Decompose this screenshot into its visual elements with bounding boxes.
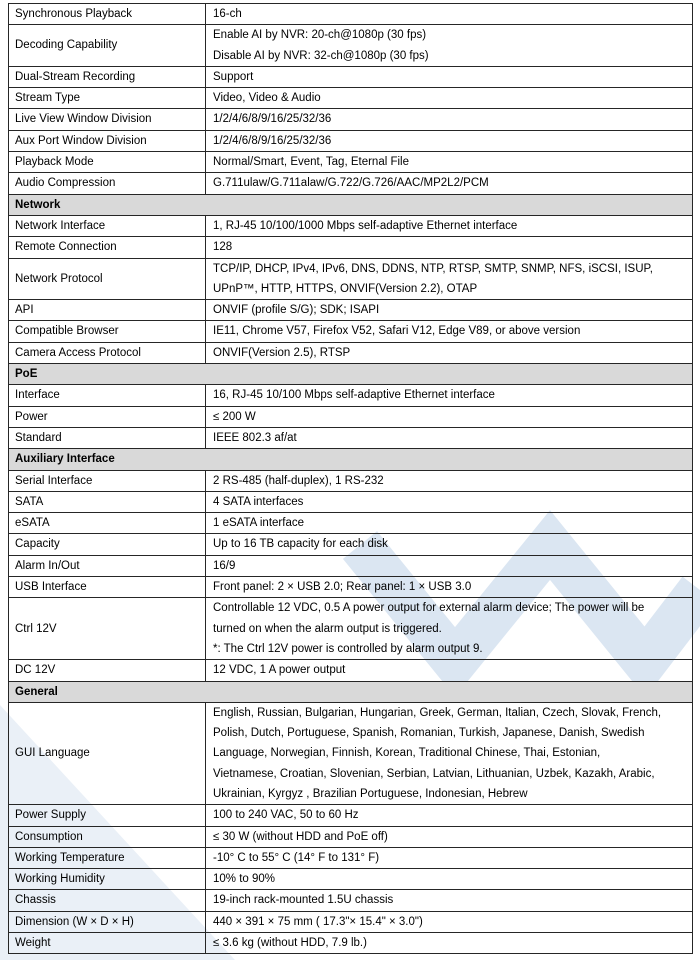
section-title: General xyxy=(15,685,58,698)
spec-value-line: 1/2/4/6/8/9/16/25/32/36 xyxy=(213,134,332,147)
spec-label-cell: Alarm In/Out xyxy=(9,556,206,576)
spec-row xyxy=(9,88,692,109)
spec-label-cell: Weight xyxy=(9,933,206,953)
spec-value-line: Ukrainian, Kyrgyz , Brazilian Portuguese, Indonesian, Hebrew xyxy=(213,787,528,800)
spec-row xyxy=(9,321,692,342)
spec-label-cell: Interface xyxy=(9,385,206,405)
spec-label-cell: API xyxy=(9,300,206,320)
spec-label-cell: Network Interface xyxy=(9,216,206,236)
spec-row xyxy=(9,848,692,869)
spec-row xyxy=(9,109,692,130)
section-title: Network xyxy=(15,198,61,211)
spec-value-line: 440 × 391 × 75 mm ( 17.3"× 15.4" × 3.0") xyxy=(213,915,423,928)
spec-row xyxy=(9,173,692,194)
spec-value-cell xyxy=(206,67,692,87)
spec-value-cell xyxy=(206,343,692,363)
spec-value-line: 12 VDC, 1 A power output xyxy=(213,664,346,677)
section-title: PoE xyxy=(15,368,38,381)
section-header-row xyxy=(9,682,692,703)
spec-label-cell: Decoding Capability xyxy=(9,25,206,66)
spec-row xyxy=(9,216,692,237)
spec-row xyxy=(9,827,692,848)
spec-value-line: ≤ 200 W xyxy=(213,410,256,423)
spec-value-cell xyxy=(206,88,692,108)
spec-value-cell xyxy=(206,827,692,847)
spec-value-cell xyxy=(206,25,692,66)
spec-label-cell: Working Temperature xyxy=(9,848,206,868)
spec-value-line: 4 SATA interfaces xyxy=(213,495,304,508)
spec-value-cell xyxy=(206,848,692,868)
spec-row xyxy=(9,428,692,449)
spec-label-cell: Audio Compression xyxy=(9,173,206,193)
spec-value-cell xyxy=(206,300,692,320)
spec-value-line: IE11, Chrome V57, Firefox V52, Safari V12, Edge V89, or above version xyxy=(213,325,581,338)
spec-row xyxy=(9,385,692,406)
spec-value-line: Normal/Smart, Event, Tag, Eternal File xyxy=(213,156,409,169)
spec-value-cell xyxy=(206,259,692,300)
spec-row xyxy=(9,152,692,173)
section-header-row xyxy=(9,449,692,470)
spec-value-line: 1/2/4/6/8/9/16/25/32/36 xyxy=(213,113,332,126)
spec-value-line: Up to 16 TB capacity for each disk xyxy=(213,538,388,551)
spec-row xyxy=(9,343,692,364)
spec-value-line: UPnP™, HTTP, HTTPS, ONVIF(Version 2.2), OTAP xyxy=(213,282,478,295)
spec-value-cell xyxy=(206,428,692,448)
spec-row xyxy=(9,933,692,953)
spec-value-line: 1 eSATA interface xyxy=(213,517,304,530)
spec-value-cell xyxy=(206,598,692,659)
spec-value-cell xyxy=(206,471,692,491)
spec-value-cell xyxy=(206,131,692,151)
spec-label-cell: USB Interface xyxy=(9,577,206,597)
spec-value-line: G.711ulaw/G.711alaw/G.722/G.726/AAC/MP2L2/PCM xyxy=(213,177,489,190)
spec-value-line: IEEE 802.3 af/at xyxy=(213,431,297,444)
spec-value-cell xyxy=(206,407,692,427)
spec-label-cell: eSATA xyxy=(9,513,206,533)
spec-label-cell: Dimension (W × D × H) xyxy=(9,912,206,932)
spec-label-cell: Standard xyxy=(9,428,206,448)
spec-label-cell: Power xyxy=(9,407,206,427)
spec-value-cell xyxy=(206,321,692,341)
section-title: Auxiliary Interface xyxy=(15,453,115,466)
spec-value-cell xyxy=(206,109,692,129)
spec-row xyxy=(9,660,692,681)
spec-row xyxy=(9,131,692,152)
spec-row xyxy=(9,556,692,577)
spec-value-line: English, Russian, Bulgarian, Hungarian, Greek, German, Italian, Czech, Slovak, French, xyxy=(213,706,662,719)
spec-value-line: turned on when the alarm output is triggered. xyxy=(213,622,442,635)
spec-value-line: ONVIF(Version 2.5), RTSP xyxy=(213,346,351,359)
spec-row xyxy=(9,407,692,428)
spec-value-line: 128 xyxy=(213,241,233,254)
spec-label-cell: SATA xyxy=(9,492,206,512)
spec-value-line: 10% to 90% xyxy=(213,873,276,886)
spec-label-cell: Camera Access Protocol xyxy=(9,343,206,363)
spec-value-cell xyxy=(206,660,692,680)
spec-label-cell: Live View Window Division xyxy=(9,109,206,129)
spec-value-line: 1, RJ-45 10/100/1000 Mbps self-adaptive Ethernet interface xyxy=(213,219,518,232)
spec-label-cell: DC 12V xyxy=(9,660,206,680)
spec-label-cell: Stream Type xyxy=(9,88,206,108)
spec-table xyxy=(8,3,693,954)
spec-label-cell: Ctrl 12V xyxy=(9,598,206,659)
spec-row xyxy=(9,703,692,805)
section-header-row xyxy=(9,364,692,385)
spec-value-cell xyxy=(206,890,692,910)
spec-row xyxy=(9,805,692,826)
spec-value-line: Enable AI by NVR: 20-ch@1080p (30 fps) xyxy=(213,29,427,42)
spec-value-line: 16-ch xyxy=(213,8,242,20)
spec-value-cell xyxy=(206,173,692,193)
spec-label-cell: Network Protocol xyxy=(9,259,206,300)
spec-label-cell: Consumption xyxy=(9,827,206,847)
spec-row xyxy=(9,577,692,598)
spec-label-cell: Playback Mode xyxy=(9,152,206,172)
spec-value-cell xyxy=(206,805,692,825)
spec-value-cell xyxy=(206,216,692,236)
spec-label-cell: Capacity xyxy=(9,534,206,554)
spec-value-cell xyxy=(206,385,692,405)
spec-label-cell: GUI Language xyxy=(9,703,206,804)
spec-label-cell: Aux Port Window Division xyxy=(9,131,206,151)
spec-row xyxy=(9,513,692,534)
spec-label-cell: Chassis xyxy=(9,890,206,910)
spec-value-cell xyxy=(206,513,692,533)
spec-value-cell xyxy=(206,556,692,576)
spec-label-cell: Dual-Stream Recording xyxy=(9,67,206,87)
spec-value-line: 100 to 240 VAC, 50 to 60 Hz xyxy=(213,809,359,822)
spec-row xyxy=(9,869,692,890)
spec-row xyxy=(9,4,692,25)
spec-value-line: TCP/IP, DHCP, IPv4, IPv6, DNS, DDNS, NTP, RTSP, SMTP, SNMP, NFS, iSCSI, ISUP, xyxy=(213,262,653,275)
spec-value-cell xyxy=(206,4,692,24)
spec-value-line: Vietnamese, Croatian, Slovenian, Serbian, Latvian, Lithuanian, Uzbek, Kazakh, Arabic, xyxy=(213,767,655,780)
spec-value-cell xyxy=(206,237,692,257)
spec-value-line: ≤ 30 W (without HDD and PoE off) xyxy=(213,830,388,843)
spec-row xyxy=(9,471,692,492)
spec-value-cell xyxy=(206,869,692,889)
spec-value-line: ≤ 3.6 kg (without HDD, 7.9 lb.) xyxy=(213,937,367,950)
spec-label-cell: Compatible Browser xyxy=(9,321,206,341)
spec-value-line: Polish, Dutch, Portuguese, Spanish, Romanian, Turkish, Japanese, Danish, Swedish xyxy=(213,727,645,740)
spec-value-cell xyxy=(206,534,692,554)
spec-row xyxy=(9,890,692,911)
spec-row xyxy=(9,912,692,933)
spec-label-cell: Remote Connection xyxy=(9,237,206,257)
spec-value-cell xyxy=(206,577,692,597)
spec-value-cell xyxy=(206,492,692,512)
spec-row xyxy=(9,534,692,555)
spec-row xyxy=(9,598,692,660)
spec-label-cell: Synchronous Playback xyxy=(9,4,206,24)
spec-value-cell xyxy=(206,912,692,932)
spec-label-cell: Power Supply xyxy=(9,805,206,825)
spec-row xyxy=(9,259,692,301)
spec-value-line: ONVIF (profile S/G); SDK; ISAPI xyxy=(213,304,380,317)
spec-row xyxy=(9,492,692,513)
spec-value-cell xyxy=(206,703,692,804)
spec-row xyxy=(9,67,692,88)
spec-value-line: Controllable 12 VDC, 0.5 A power output for external alarm device; The power will be xyxy=(213,602,645,615)
spec-value-line: 16, RJ-45 10/100 Mbps self-adaptive Ethernet interface xyxy=(213,389,495,402)
spec-row xyxy=(9,25,692,67)
spec-value-line: *: The Ctrl 12V power is controlled by alarm output 9. xyxy=(213,642,483,655)
spec-value-line: Support xyxy=(213,70,254,83)
spec-value-line: -10° C to 55° C (14° F to 131° F) xyxy=(213,851,380,864)
spec-label-cell: Working Humidity xyxy=(9,869,206,889)
spec-value-line: Video, Video & Audio xyxy=(213,92,321,105)
spec-value-line: Disable AI by NVR: 32-ch@1080p (30 fps) xyxy=(213,49,429,62)
spec-value-line: 19-inch rack-mounted 1.5U chassis xyxy=(213,894,394,907)
spec-label-cell: Serial Interface xyxy=(9,471,206,491)
spec-value-cell xyxy=(206,933,692,953)
spec-row xyxy=(9,237,692,258)
spec-value-line: Front panel: 2 × USB 2.0; Rear panel: 1 × USB 3.0 xyxy=(213,581,472,594)
section-header-row xyxy=(9,195,692,216)
spec-value-line: 2 RS-485 (half-duplex), 1 RS-232 xyxy=(213,474,384,487)
spec-value-line: Language, Norwegian, Finnish, Korean, Traditional Chinese, Thai, Estonian, xyxy=(213,747,601,760)
spec-value-line: 16/9 xyxy=(213,559,236,572)
spec-value-cell xyxy=(206,152,692,172)
spec-row xyxy=(9,300,692,321)
